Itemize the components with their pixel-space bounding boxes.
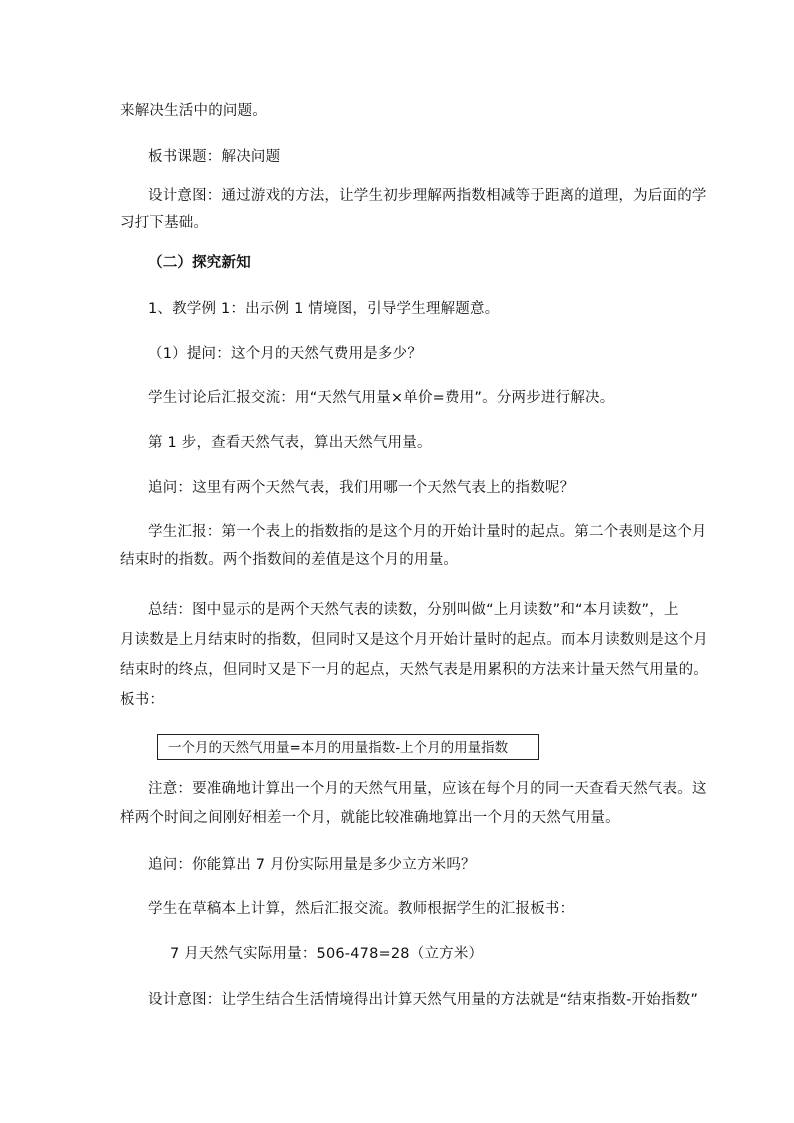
formula-box xyxy=(157,734,539,760)
board-title-line: 板书课题：解决问题 xyxy=(148,149,281,165)
paragraph-line: 板书： xyxy=(120,692,165,708)
section-heading: （二）探究新知 xyxy=(148,255,251,271)
paragraph-line: 追问：你能算出 7 月份实际用量是多少立方米吗？ xyxy=(148,857,476,873)
paragraph-line: （1）提问：这个月的天然气费用是多少？ xyxy=(148,346,423,362)
paragraph-line: 学生汇报：第一个表上的指数指的是这个月的开始计量时的起点。第二个表则是这个月 xyxy=(148,524,707,540)
paragraph-line: 注意：要准确地计算出一个月的天然气用量，应该在每个月的同一天查看天然气表。这 xyxy=(148,781,707,797)
paragraph-line: 追问：这里有两个天然气表，我们用哪一个天然气表上的指数呢？ xyxy=(148,480,575,496)
paragraph-line: 学生在草稿本上计算，然后汇报交流。教师根据学生的汇报板书： xyxy=(148,901,575,917)
paragraph-line: 样两个时间之间刚好相差一个月，就能比较准确地算出一个月的天然气用量。 xyxy=(120,810,620,826)
paragraph-line: 学生讨论后汇报交流：用“天然气用量×单价=费用”。分两步进行解决。 xyxy=(148,390,615,406)
paragraph-line: 习打下基础。 xyxy=(120,215,209,231)
paragraph-line: 结束时的终点，但同时又是下一月的起点，天然气表是用累积的方法来计量天然气用量的。 xyxy=(120,662,708,678)
calculation-line: 7 月天然气实际用量：506-478=28（立方米） xyxy=(170,946,484,962)
paragraph-line: 总结：图中显示的是两个天然气表的读数，分别叫做“上月读数”和“本月读数”，上 xyxy=(148,602,679,618)
paragraph-line: 来解决生活中的问题。 xyxy=(120,103,267,119)
paragraph-line: 设计意图：让学生结合生活情境得出计算天然气用量的方法就是“结束指数-开始指数” xyxy=(148,992,699,1008)
formula-text: 一个月的天然气用量=本月的用量指数-上个月的用量指数 xyxy=(168,740,509,756)
paragraph-line: 设计意图：通过游戏的方法，让学生初步理解两指数相减等于距离的道理，为后面的学 xyxy=(148,188,707,204)
paragraph-line: 结束时的指数。两个指数间的差值是这个月的用量。 xyxy=(120,552,459,568)
paragraph-line: 1、教学例 1：出示例 1 情境图，引导学生理解题意。 xyxy=(148,301,500,317)
paragraph-line: 第 1 步，查看天然气表，算出天然气用量。 xyxy=(148,435,432,451)
paragraph-line: 月读数是上月结束时的指数，但同时又是这个月开始计量时的起点。而本月读数则是这个月 xyxy=(120,632,708,648)
